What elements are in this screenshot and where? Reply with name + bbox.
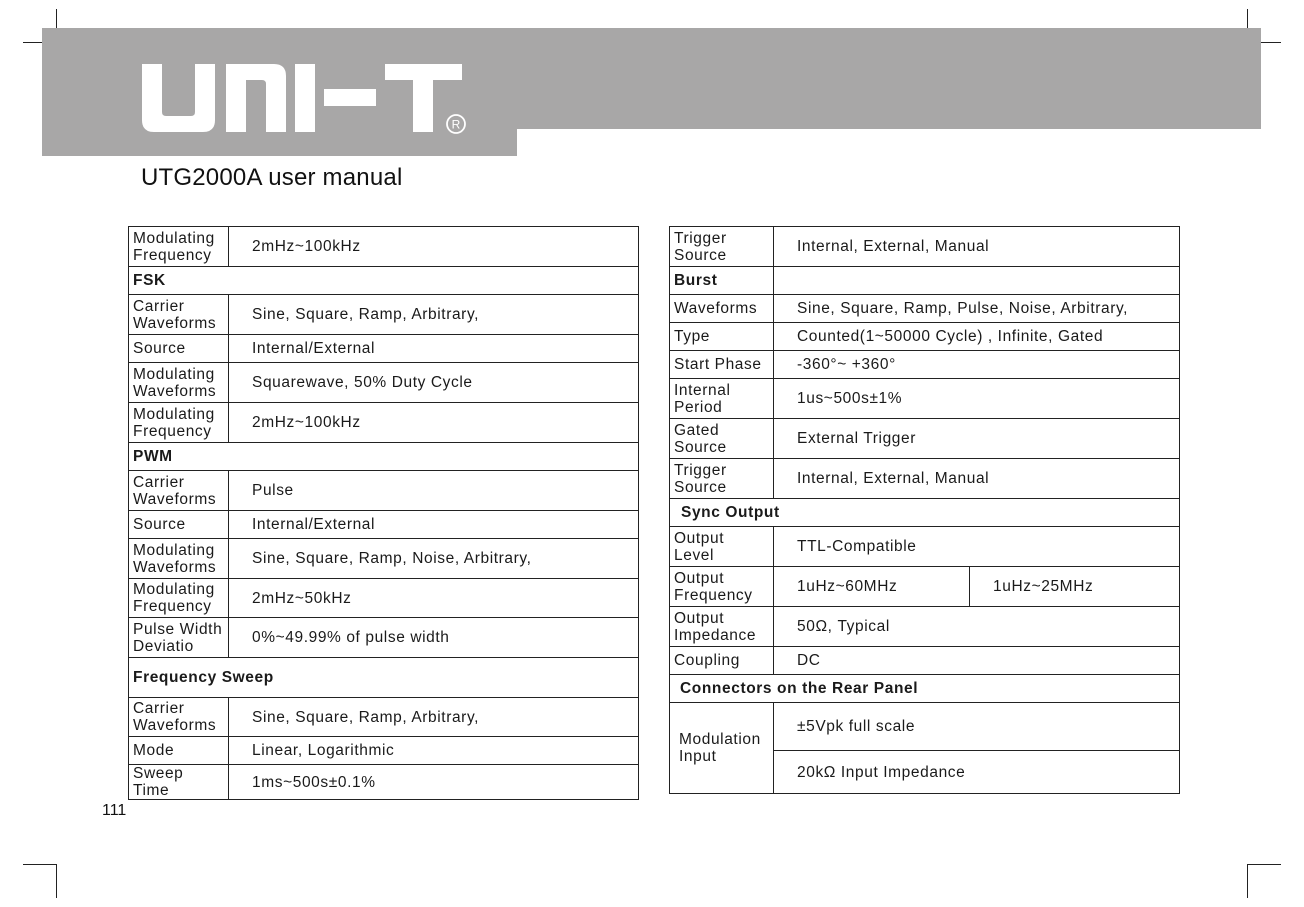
table-row bbox=[129, 737, 639, 765]
empty-cell bbox=[774, 267, 1180, 295]
section-header-row bbox=[670, 267, 1180, 295]
section-title-connectors: Connectors on the Rear Panel bbox=[670, 675, 1180, 703]
table-row bbox=[670, 323, 1180, 351]
spec-label: Source bbox=[129, 335, 229, 363]
section-title-sync: Sync Output bbox=[670, 499, 1180, 527]
spec-label: Type bbox=[670, 323, 774, 351]
table-row bbox=[129, 335, 639, 363]
spec-value: 1uHz~60MHz bbox=[774, 567, 970, 607]
table-row bbox=[129, 765, 639, 800]
table-row bbox=[129, 539, 639, 579]
spec-value: DC bbox=[774, 647, 1180, 675]
spec-value: Pulse bbox=[229, 471, 639, 511]
spec-value: Internal, External, Manual bbox=[774, 459, 1180, 499]
table-row bbox=[670, 703, 1180, 751]
spec-value: Sine, Square, Ramp, Arbitrary, bbox=[229, 295, 639, 335]
spec-label: Internal Period bbox=[670, 379, 774, 419]
logo-letter-t bbox=[385, 64, 462, 132]
table-row bbox=[670, 647, 1180, 675]
spec-value: Counted(1~50000 Cycle) , Infinite, Gated bbox=[774, 323, 1180, 351]
spec-value: -360°~ +360° bbox=[774, 351, 1180, 379]
manual-title: UTG2000A user manual bbox=[141, 164, 403, 191]
spec-value: ±5Vpk full scale bbox=[774, 703, 1180, 751]
table-row bbox=[670, 379, 1180, 419]
table-row bbox=[129, 471, 639, 511]
section-title-sweep: Frequency Sweep bbox=[129, 658, 639, 698]
table-row bbox=[670, 295, 1180, 323]
spec-value: TTL-Compatible bbox=[774, 527, 1180, 567]
spec-value: 50Ω, Typical bbox=[774, 607, 1180, 647]
spec-label: Carrier Waveforms bbox=[129, 295, 229, 335]
table-row bbox=[129, 227, 639, 267]
crop-mark bbox=[23, 864, 57, 865]
spec-value: Sine, Square, Ramp, Arbitrary, bbox=[229, 698, 639, 737]
spec-label: Sweep Time bbox=[129, 765, 229, 800]
spec-value: External Trigger bbox=[774, 419, 1180, 459]
spec-label: Mode bbox=[129, 737, 229, 765]
table-row bbox=[129, 295, 639, 335]
table-row bbox=[129, 698, 639, 737]
section-header-row bbox=[670, 499, 1180, 527]
table-row bbox=[670, 607, 1180, 647]
spec-label: Modulating Waveforms bbox=[129, 363, 229, 403]
table-row bbox=[129, 511, 639, 539]
spec-label: Modulating Frequency bbox=[129, 579, 229, 618]
spec-value: Internal/External bbox=[229, 335, 639, 363]
table-row bbox=[670, 419, 1180, 459]
spec-value: Internal/External bbox=[229, 511, 639, 539]
spec-value: 2mHz~100kHz bbox=[229, 227, 639, 267]
spec-label: Modulating Waveforms bbox=[129, 539, 229, 579]
spec-value: 2mHz~100kHz bbox=[229, 403, 639, 443]
table-row bbox=[129, 363, 639, 403]
spec-label: Modulating Frequency bbox=[129, 403, 229, 443]
registered-mark: R bbox=[451, 117, 461, 132]
spec-value-secondary: 1uHz~25MHz bbox=[970, 567, 1180, 607]
logo-dash bbox=[324, 89, 376, 106]
spec-label: Pulse Width Deviatio bbox=[129, 618, 229, 658]
spec-label: Source bbox=[129, 511, 229, 539]
spec-table-right bbox=[669, 226, 1180, 794]
logo-letter-i bbox=[295, 64, 315, 132]
table-row bbox=[670, 567, 1180, 607]
section-title-pwm: PWM bbox=[129, 443, 639, 471]
section-header-row bbox=[129, 267, 639, 295]
spec-value: 1us~500s±1% bbox=[774, 379, 1180, 419]
spec-label: Output Impedance bbox=[670, 607, 774, 647]
crop-mark bbox=[56, 864, 57, 898]
spec-label: Output Frequency bbox=[670, 567, 774, 607]
page-number: 111 bbox=[102, 802, 127, 819]
spec-label: Output Level bbox=[670, 527, 774, 567]
spec-label: Gated Source bbox=[670, 419, 774, 459]
spec-value: Sine, Square, Ramp, Noise, Arbitrary, bbox=[229, 539, 639, 579]
section-header-row bbox=[129, 658, 639, 698]
spec-value: Sine, Square, Ramp, Pulse, Noise, Arbitrary, bbox=[774, 295, 1180, 323]
spec-value: 1ms~500s±0.1% bbox=[229, 765, 639, 800]
crop-mark bbox=[1247, 864, 1281, 865]
table-row bbox=[129, 579, 639, 618]
spec-label: Carrier Waveforms bbox=[129, 698, 229, 737]
logo-letter-n bbox=[226, 64, 286, 132]
spec-value: Internal, External, Manual bbox=[774, 227, 1180, 267]
spec-value: Linear, Logarithmic bbox=[229, 737, 639, 765]
table-row bbox=[129, 618, 639, 658]
table-row bbox=[670, 227, 1180, 267]
spec-label: Waveforms bbox=[670, 295, 774, 323]
table-row bbox=[670, 351, 1180, 379]
spec-table-left bbox=[128, 226, 639, 800]
spec-label: Modulation Input bbox=[670, 703, 774, 794]
spec-value: 2mHz~50kHz bbox=[229, 579, 639, 618]
table-row bbox=[129, 403, 639, 443]
logo-letter-u bbox=[142, 64, 215, 132]
section-header-row bbox=[670, 675, 1180, 703]
table-row bbox=[670, 527, 1180, 567]
section-header-row bbox=[129, 443, 639, 471]
spec-label: Trigger Source bbox=[670, 227, 774, 267]
spec-label: Carrier Waveforms bbox=[129, 471, 229, 511]
brand-logo bbox=[140, 64, 470, 136]
section-title-burst: Burst bbox=[670, 267, 774, 295]
crop-mark bbox=[1247, 864, 1248, 898]
spec-label: Start Phase bbox=[670, 351, 774, 379]
spec-value: Squarewave, 50% Duty Cycle bbox=[229, 363, 639, 403]
table-row bbox=[670, 459, 1180, 499]
spec-label: Modulating Frequency bbox=[129, 227, 229, 267]
spec-label: Trigger Source bbox=[670, 459, 774, 499]
spec-value: 0%~49.99% of pulse width bbox=[229, 618, 639, 658]
spec-label: Coupling bbox=[670, 647, 774, 675]
spec-value: 20kΩ Input Impedance bbox=[774, 751, 1180, 794]
section-title-fsk: FSK bbox=[129, 267, 639, 295]
